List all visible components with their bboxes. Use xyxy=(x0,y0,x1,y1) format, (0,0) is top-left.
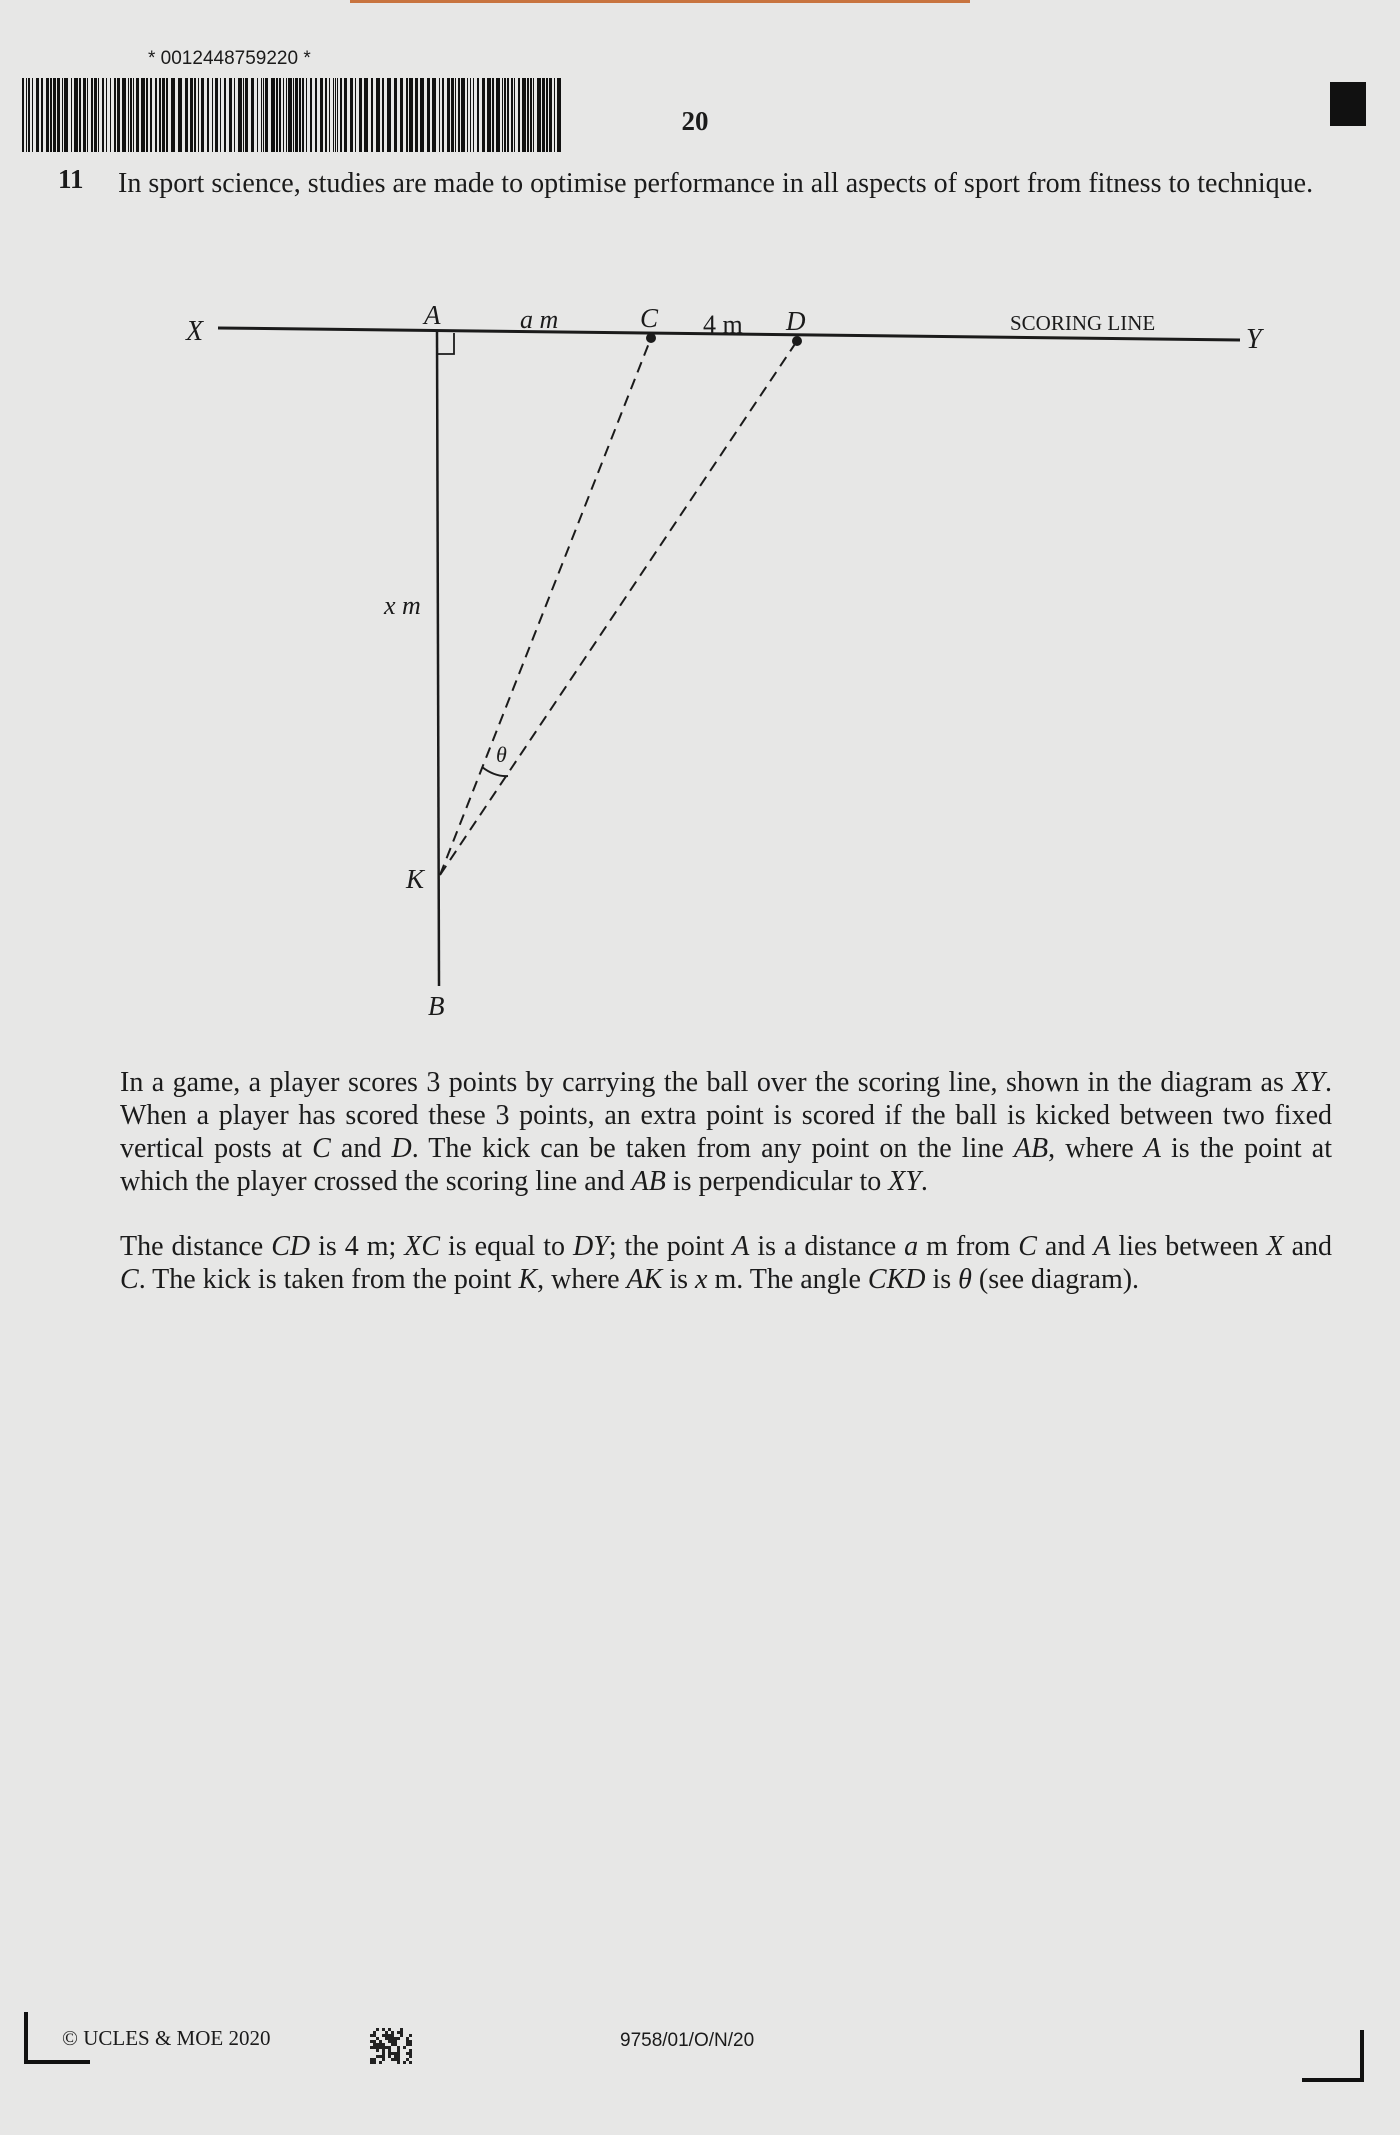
label-4m: 4 m xyxy=(703,310,743,339)
barcode-number: * 0012448759220 * xyxy=(148,48,311,69)
right-angle-marker xyxy=(437,333,454,354)
geometry-diagram xyxy=(0,280,1400,1060)
question-number: 11 xyxy=(58,164,84,194)
question-intro: In sport science, studies are made to optimise performance in all aspects of sport from fitness to technique. xyxy=(118,168,1314,199)
corner-registration-mark xyxy=(1330,82,1366,126)
label-b: B xyxy=(428,991,445,1021)
label-theta: θ xyxy=(496,742,507,767)
footer-paper-code: 9758/01/O/N/20 xyxy=(620,2030,755,2051)
page-number: 20 xyxy=(681,106,709,136)
paragraph-game-rules: In a game, a player scores 3 points by carrying the ball over the scoring line, shown in the diagram as XY. When a player has scored these 3 points, an extra point is scored if the ball is kicked between two fixed vertical posts at C and D. The kick can be taken from any point on the line AB, where A is the point at which the player crossed the scoring line and AB is perpendicular to XY. xyxy=(120,1067,1332,1197)
dashed-line-kc xyxy=(440,338,651,875)
corner-bracket-right xyxy=(1302,2030,1364,2082)
post-c xyxy=(646,333,656,343)
label-scoring-line: SCORING LINE xyxy=(1010,311,1156,335)
label-c: C xyxy=(640,303,659,333)
label-am: a m xyxy=(520,305,559,334)
label-k: K xyxy=(406,864,425,894)
paragraph-distances: The distance CD is 4 m; XC is equal to DY; the point A is a distance a m from C and A lies between X and C. The kick is taken from the point K, where AK is x m. The angle CKD is θ (see diagram). xyxy=(120,1231,1333,1295)
qr-code-image xyxy=(370,2028,412,2066)
post-d xyxy=(792,336,802,346)
line-ab xyxy=(437,332,439,986)
theta-arc xyxy=(482,767,508,776)
label-d: D xyxy=(786,306,806,336)
label-xm: x m xyxy=(384,591,421,620)
footer-copyright: © UCLES & MOE 2020 xyxy=(62,2026,271,2050)
barcode-image xyxy=(22,78,566,152)
label-y: Y xyxy=(1246,324,1262,355)
top-edge-rule xyxy=(350,0,970,3)
label-a: A xyxy=(424,300,441,330)
label-x: X xyxy=(186,316,204,347)
